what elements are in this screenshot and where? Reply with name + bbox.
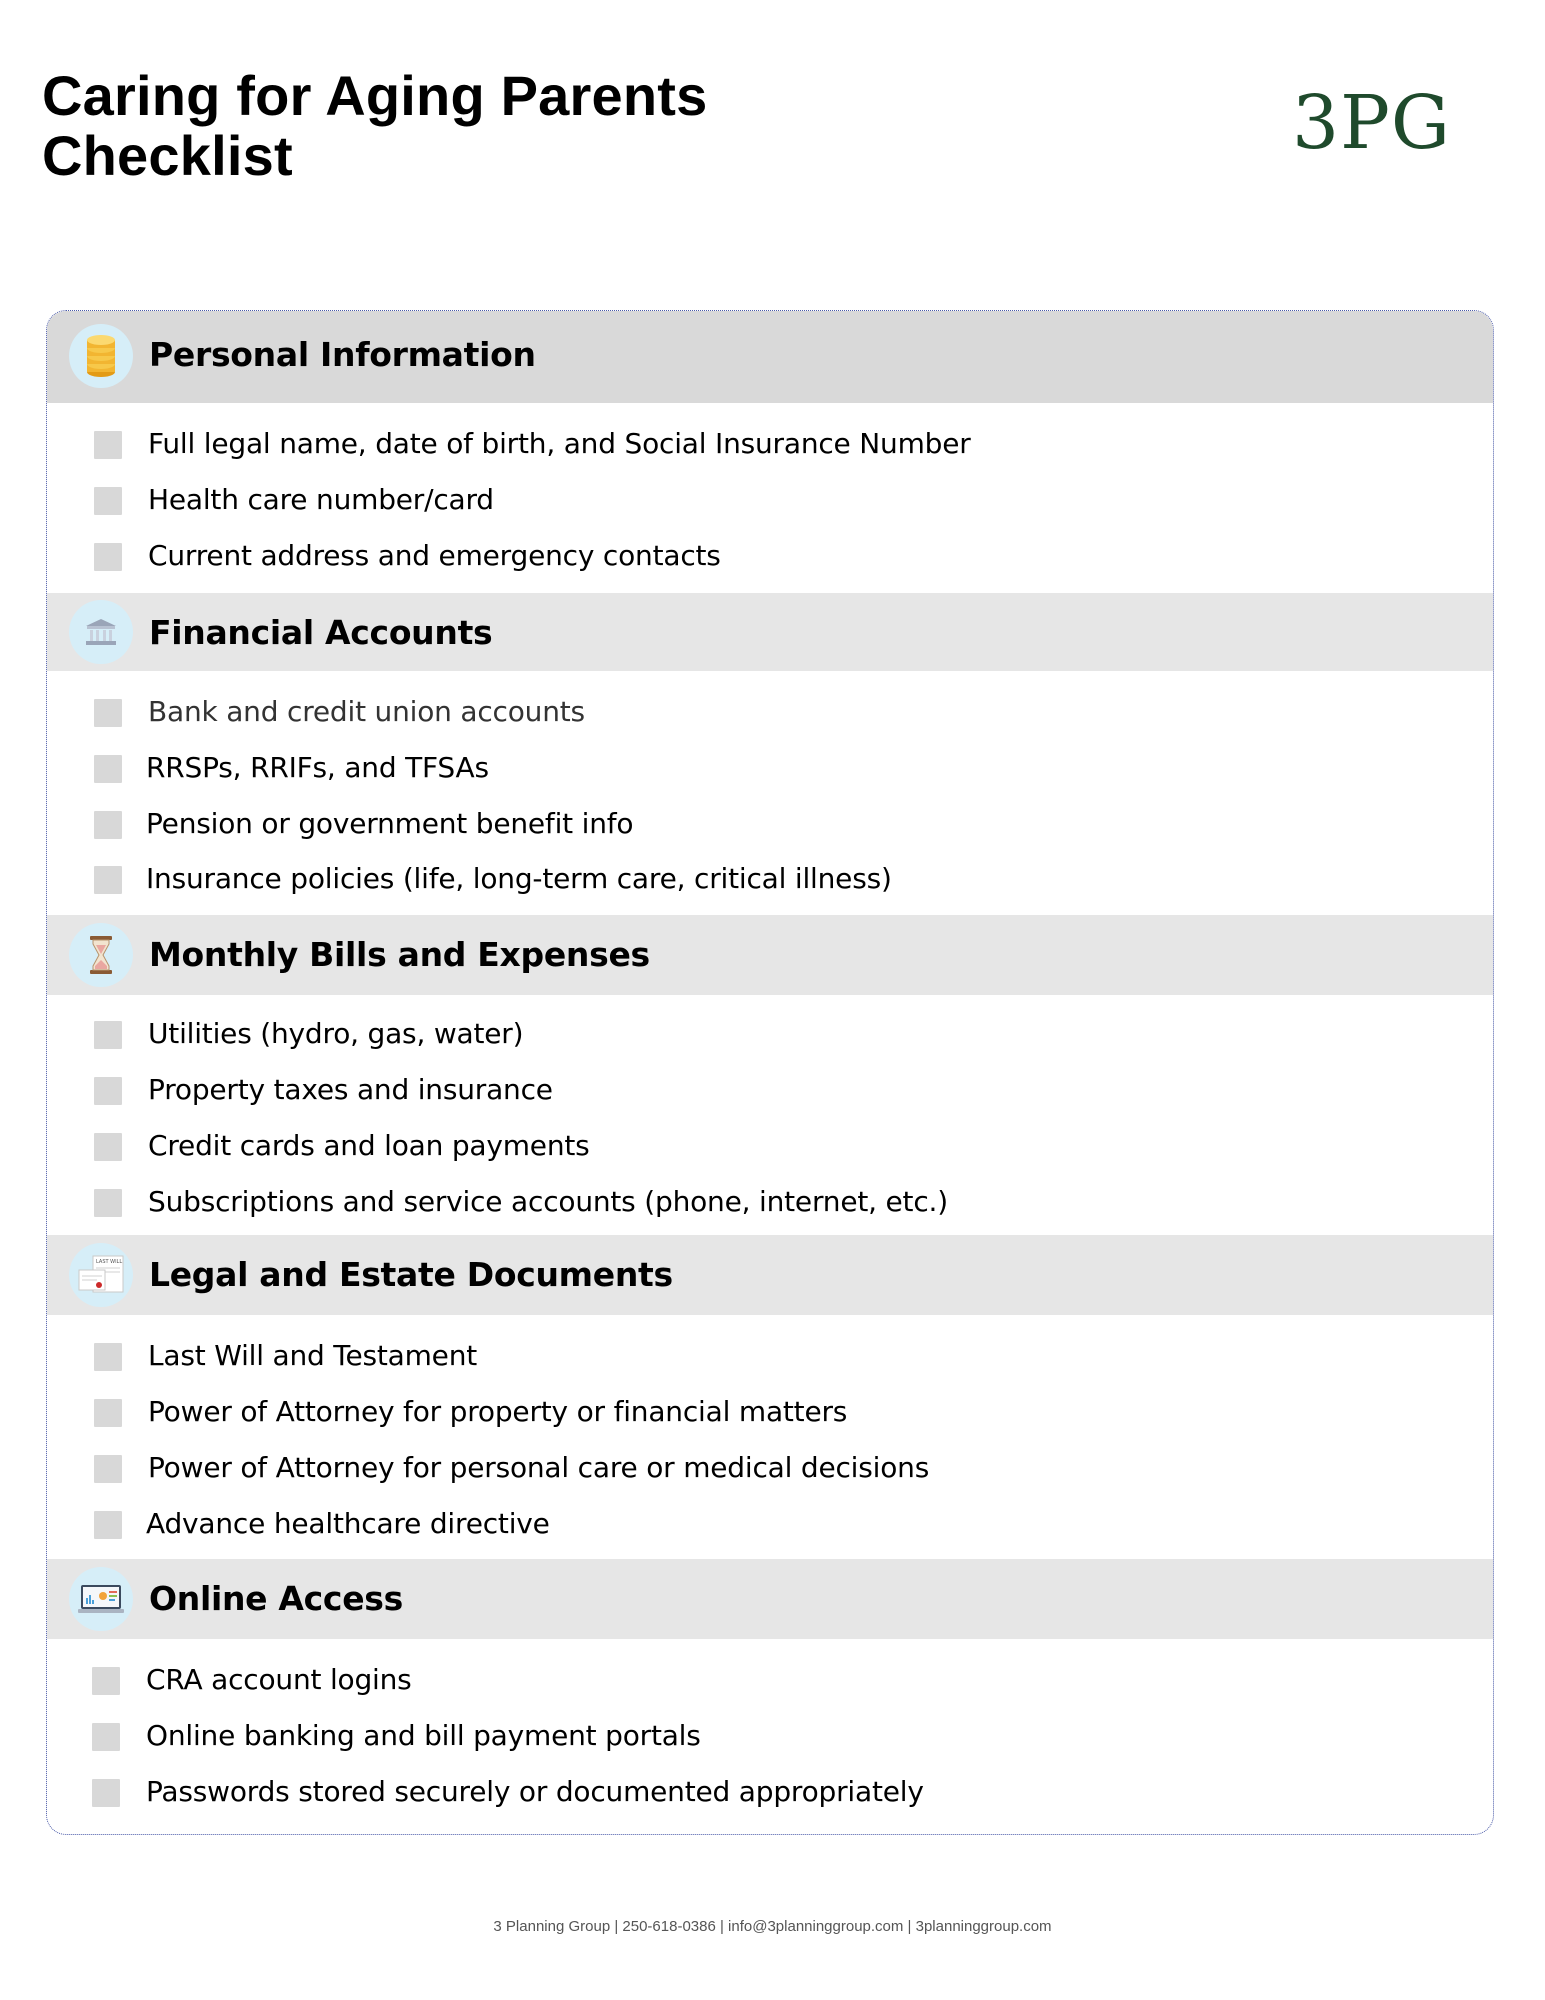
checkbox[interactable] (92, 1779, 120, 1807)
checklist-item (47, 1063, 1493, 1119)
checklist-item-label: Insurance policies (life, long-term care, critical illness) (146, 862, 892, 895)
checklist-item-label: Subscriptions and service accounts (phone, internet, etc.) (148, 1185, 948, 1218)
checkbox[interactable] (94, 699, 122, 727)
checklist-item-label: Health care number/card (148, 483, 494, 516)
checklist-item-label: Bank and credit union accounts (148, 695, 585, 728)
checkbox[interactable] (92, 1723, 120, 1751)
checklist-item-label: CRA account logins (146, 1663, 412, 1696)
checkbox[interactable] (94, 1399, 122, 1427)
section-header-legal-estate (47, 1235, 1493, 1315)
checkbox[interactable] (94, 1343, 122, 1371)
checklist-item (47, 1709, 1493, 1765)
checkbox[interactable] (94, 1021, 122, 1049)
checklist-item (47, 1175, 1493, 1231)
coin-stack-icon (69, 324, 133, 388)
checklist-item (47, 529, 1493, 585)
checklist-item (47, 1385, 1493, 1441)
checklist-item-label: Utilities (hydro, gas, water) (148, 1017, 524, 1050)
checkbox[interactable] (92, 1667, 120, 1695)
checklist-item (47, 797, 1493, 853)
section-title: Legal and Estate Documents (149, 1255, 673, 1294)
checklist-item (47, 1653, 1493, 1709)
laptop-dashboard-icon (69, 1567, 133, 1631)
checklist-item-label: RRSPs, RRIFs, and TFSAs (146, 751, 489, 784)
checklist-item-label: Last Will and Testament (148, 1339, 478, 1372)
section-title: Financial Accounts (149, 613, 493, 652)
section-title: Personal Information (149, 335, 536, 374)
checklist-item (47, 1441, 1493, 1497)
checklist-item-label: Online banking and bill payment portals (146, 1719, 701, 1752)
section-header-monthly-bills (47, 915, 1493, 995)
checklist-item (47, 473, 1493, 529)
checklist-item-label: Current address and emergency contacts (148, 539, 721, 572)
checklist-item (47, 685, 1493, 741)
checkbox[interactable] (94, 866, 122, 894)
section-title: Monthly Bills and Expenses (149, 935, 650, 974)
checkbox[interactable] (94, 1133, 122, 1161)
checkbox[interactable] (94, 1455, 122, 1483)
section-header-online-access (47, 1559, 1493, 1639)
section-header-personal-information (47, 311, 1493, 403)
checklist-card (46, 310, 1494, 1835)
section-header-financial-accounts (47, 593, 1493, 671)
checklist-item (47, 852, 1493, 908)
hourglass-icon (69, 923, 133, 987)
footer-contact-info: 3 Planning Group | 250-618-0386 | info@3planninggroup.com | 3planninggroup.com (493, 1918, 1052, 1935)
checkbox[interactable] (94, 431, 122, 459)
checklist-item (47, 1497, 1493, 1553)
checklist-item-label: Credit cards and loan payments (148, 1129, 590, 1162)
checklist-item (47, 1119, 1493, 1175)
checklist-item-label: Advance healthcare directive (146, 1507, 550, 1540)
checklist-item (47, 741, 1493, 797)
checklist-item (47, 1007, 1493, 1063)
checkbox[interactable] (94, 1511, 122, 1539)
checkbox[interactable] (94, 1077, 122, 1105)
checklist-item-label: Power of Attorney for property or financial matters (148, 1395, 848, 1428)
checkbox[interactable] (94, 543, 122, 571)
checkbox[interactable] (94, 755, 122, 783)
checklist-item-label: Full legal name, date of birth, and Social Insurance Number (148, 427, 971, 460)
company-logo: 3PG (1292, 80, 1451, 166)
bank-icon (69, 600, 133, 664)
checklist-item-label: Property taxes and insurance (148, 1073, 553, 1106)
checkbox[interactable] (94, 811, 122, 839)
checklist-item-label: Power of Attorney for personal care or medical decisions (148, 1451, 930, 1484)
page-title-line-1: Caring for Aging Parents (42, 64, 708, 127)
checklist-item (47, 1329, 1493, 1385)
svg-text:LAST WILL: LAST WILL (96, 1259, 123, 1265)
page-title-line-2: Checklist (42, 124, 293, 187)
checklist-item-label: Passwords stored securely or documented appropriately (146, 1775, 924, 1808)
last-will-document-icon (69, 1243, 133, 1307)
checkbox[interactable] (94, 1189, 122, 1217)
checklist-item (47, 1765, 1493, 1821)
checklist-item (47, 417, 1493, 473)
checkbox[interactable] (94, 487, 122, 515)
page-title (42, 66, 707, 186)
checklist-item-label: Pension or government benefit info (146, 807, 634, 840)
section-title: Online Access (149, 1579, 403, 1618)
